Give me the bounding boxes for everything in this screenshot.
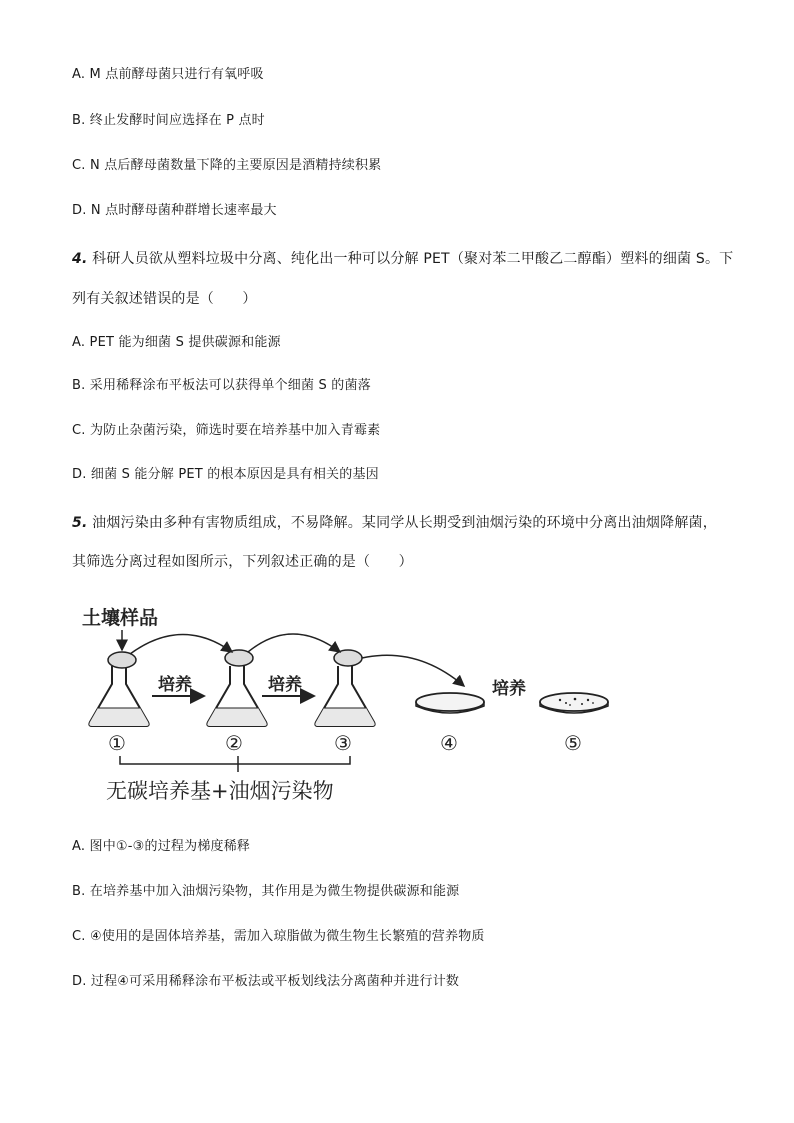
- q5-option-c: C. ④使用的是固体培养基，需加入琼脂做为微生物生长繁殖的营养物质: [72, 929, 485, 944]
- q5-stem-text: 油烟污染由多种有害物质组成，不易降解。某同学从长期受到油烟污染的环境中分离出油烟降解菌，: [92, 515, 717, 531]
- q5-stem-line1: [72, 514, 717, 532]
- q4-option-b: B. 采用稀释涂布平板法可以获得单个细菌 S 的菌落: [72, 378, 371, 393]
- q4-stem-line1: [72, 250, 733, 268]
- label-3: ③: [334, 731, 352, 755]
- culture-label-3: 培养: [492, 679, 526, 699]
- medium-label: 无碳培养基+油烟污染物: [106, 779, 334, 803]
- petri-dish-5: [540, 693, 608, 713]
- culture-label-2: 培养: [268, 675, 302, 695]
- q4-stem-text: 科研人员欲从塑料垃圾中分离、纯化出一种可以分解 PET（聚对苯二甲酸乙二醇酯）塑料的细菌 S。下: [92, 251, 734, 267]
- q5-option-d: D. 过程④可采用稀释涂布平板法或平板划线法分离菌种并进行计数: [72, 974, 460, 989]
- q5-stem-line2: 其筛选分离过程如图所示，下列叙述正确的是（ ）: [72, 554, 413, 570]
- transfer-arrow-1: [130, 634, 232, 654]
- label-4: ④: [440, 731, 458, 755]
- q4-option-c: C. 为防止杂菌污染，筛选时要在培养基中加入青霉素: [72, 423, 381, 438]
- q4-number: 4.: [72, 251, 88, 267]
- q3-option-d: D. N 点时酵母菌种群增长速率最大: [72, 203, 277, 218]
- bracket: [120, 756, 350, 764]
- soil-sample-label: 土壤样品: [82, 607, 159, 629]
- label-2: ②: [225, 731, 243, 755]
- q3-option-c: C. N 点后酵母菌数量下降的主要原因是酒精持续积累: [72, 158, 382, 173]
- q5-number: 5.: [72, 515, 88, 531]
- label-5: ⑤: [564, 731, 582, 755]
- q4-option-d: D. 细菌 S 能分解 PET 的根本原因是具有相关的基因: [72, 467, 379, 482]
- q3-option-a: A. M 点前酵母菌只进行有氧呼吸: [72, 67, 264, 82]
- q5-option-a: A. 图中①-③的过程为梯度稀释: [72, 839, 251, 854]
- q3-option-b: B. 终止发酵时间应选择在 P 点时: [72, 113, 265, 128]
- flask-2: [207, 650, 266, 726]
- petri-dish-4: [416, 693, 484, 713]
- q5-option-b: B. 在培养基中加入油烟污染物，其作用是为微生物提供碳源和能源: [72, 884, 460, 899]
- screening-process-diagram: [72, 596, 632, 816]
- flask-1: [89, 652, 148, 726]
- q4-stem-line2: 列有关叙述错误的是（ ）: [72, 291, 257, 307]
- transfer-arrow-3: [362, 655, 464, 686]
- label-1: ①: [108, 731, 126, 755]
- transfer-arrow-2: [248, 634, 340, 652]
- flask-3: [315, 650, 374, 726]
- q4-option-a: A. PET 能为细菌 S 提供碳源和能源: [72, 335, 281, 350]
- culture-label-1: 培养: [158, 675, 192, 695]
